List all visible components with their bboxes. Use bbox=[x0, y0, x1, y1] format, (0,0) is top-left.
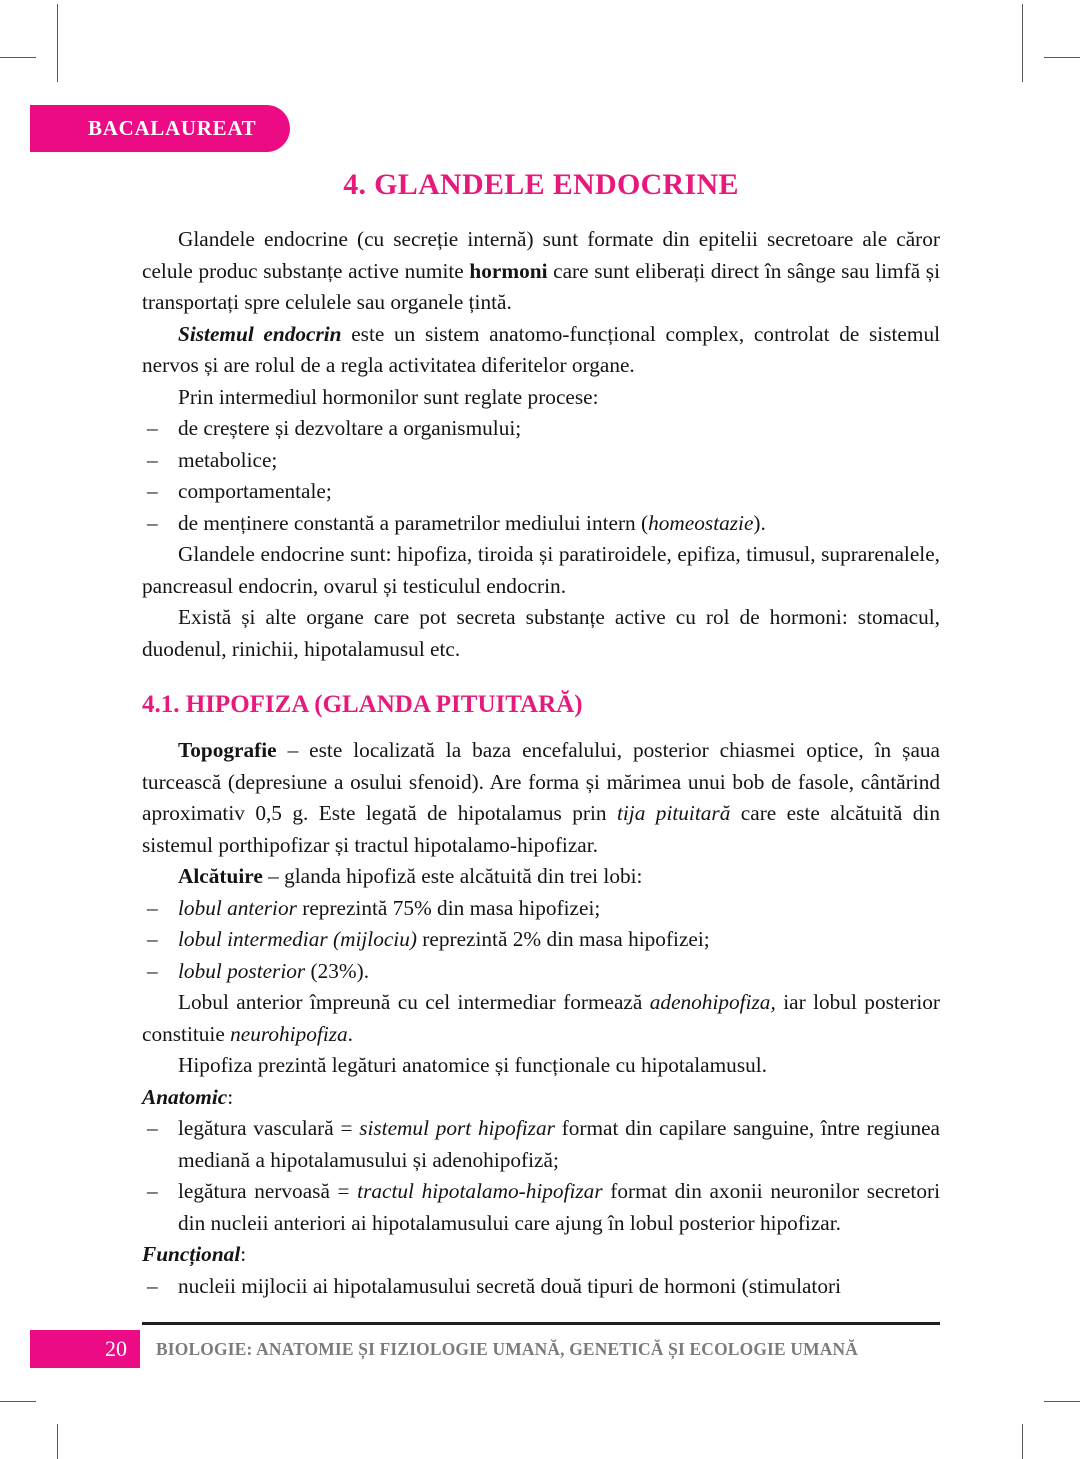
anatomic-list bbox=[142, 1113, 940, 1239]
dash-marker: – bbox=[147, 1273, 158, 1298]
dash-marker: – bbox=[147, 1179, 158, 1203]
process-item-italic-homeostazie: homeostazie bbox=[648, 510, 754, 535]
process-item-text: metabolice; bbox=[178, 447, 278, 472]
dash-marker: – bbox=[147, 479, 158, 503]
crop-mark-top-right-vertical bbox=[1022, 4, 1023, 82]
alcatuire-label: Alcătuire bbox=[178, 864, 263, 888]
functional-item-text: nucleii mijlocii ai hipotalamusului secretă două tipuri de hormoni (stimulatori bbox=[178, 1273, 842, 1298]
bacalaureat-badge bbox=[30, 105, 290, 152]
topografie-paragraph bbox=[142, 735, 940, 861]
list-item bbox=[142, 1176, 940, 1239]
adeno-text-c: . bbox=[347, 1021, 353, 1046]
other-organs-paragraph: Există și alte organe care pot secreta substanțe active cu rol de hormoni: stomacul, duodenul, rinichii, hipotalamusul etc. bbox=[142, 605, 940, 661]
list-item bbox=[142, 413, 940, 445]
lobes-list bbox=[142, 893, 940, 988]
glands-paragraph: Glandele endocrine sunt: hipofiza, tiroida și paratiroidele, epifiza, timusul, suprarenalele, pancreasul endocrin, ovarul și testiculul endocrin. bbox=[142, 542, 940, 598]
crop-mark-bottom-left-horizontal bbox=[0, 1401, 36, 1402]
intro-p2-bolditalic-sistemul-endocrin: Sistemul endocrin bbox=[178, 321, 342, 346]
crop-mark-top-left-horizontal bbox=[0, 57, 36, 58]
lobe-rest: reprezintă 2% din masa hipofizei; bbox=[416, 927, 710, 951]
crop-mark-bottom-right-vertical bbox=[1022, 1424, 1023, 1459]
process-item-text-a: de menținere constantă a parametrilor mediului intern ( bbox=[178, 510, 649, 535]
lobe-rest: (23%). bbox=[305, 958, 370, 983]
anatomic-text-a: legătura nervoasă = bbox=[178, 1179, 358, 1203]
list-item bbox=[142, 445, 940, 477]
anatomic-text-a: legătura vasculară = bbox=[178, 1116, 360, 1140]
topografie-text-b: care este alcătuită din sistemul porthipofizar și tractul hipotalamo-hipofizar. bbox=[142, 801, 940, 857]
topografie-label: Topografie bbox=[178, 738, 277, 762]
crop-mark-top-right-horizontal bbox=[1044, 57, 1080, 58]
functional-list bbox=[142, 1271, 940, 1303]
dash-marker: – bbox=[147, 927, 158, 951]
anatomic-text-b: format din axonii neuronilor secretori din nucleii anteriori ai hipotalamusului care ajung în lobul posterior hipofizar. bbox=[178, 1179, 941, 1235]
list-item bbox=[142, 956, 940, 988]
lobe-rest: reprezintă 75% din masa hipofizei; bbox=[296, 895, 601, 920]
dash-marker: – bbox=[147, 1116, 158, 1140]
adeno-text-b: iar lobul posterior constituie bbox=[142, 990, 940, 1046]
anatomic-label: Anatomic bbox=[142, 1084, 228, 1109]
functional-colon: : bbox=[240, 1242, 247, 1266]
anatomic-italic-sistemul-port-hipofizar: sistemul port hipofizar bbox=[359, 1116, 555, 1140]
crop-mark-bottom-left-vertical bbox=[57, 1424, 58, 1459]
alcatuire-paragraph bbox=[142, 861, 940, 893]
dash-marker: – bbox=[147, 895, 158, 920]
section-title-hipofiza: 4.1. HIPOFIZA (GLANDA PITUITARĂ) bbox=[142, 691, 583, 718]
anatomic-italic-tractul-hipotalamo-hipofizar: tractul hipotalamo-hipofizar bbox=[357, 1179, 603, 1203]
functional-label-line bbox=[142, 1239, 940, 1271]
list-item bbox=[142, 924, 940, 956]
list-item bbox=[142, 1113, 940, 1176]
adeno-italic-neurohipofiza: neurohipofiza bbox=[230, 1021, 348, 1046]
adeno-text-a: Lobul anterior împreună cu cel intermediar formează bbox=[178, 990, 650, 1014]
footer-book-title: BIOLOGIE: ANATOMIE ȘI FIZIOLOGIE UMANĂ, GENETICĂ ȘI ECOLOGIE UMANĂ bbox=[156, 1338, 859, 1359]
intro-p1-bold-hormoni: hormoni bbox=[469, 258, 548, 283]
anatomic-colon: : bbox=[227, 1084, 234, 1109]
lobe-italic-name: lobul anterior bbox=[178, 895, 297, 920]
adenohipofiza-paragraph bbox=[142, 987, 940, 1050]
intro-p1-text-a: Glandele endocrine (cu secreție internă) sunt formate din epitelii secretoare ale căror celule produc substanțe active numite bbox=[142, 227, 940, 283]
list-item bbox=[142, 476, 940, 508]
lobe-italic-name: lobul posterior bbox=[178, 958, 306, 983]
crop-mark-bottom-right-horizontal bbox=[1044, 1401, 1080, 1402]
page-number-box bbox=[30, 1330, 140, 1368]
functional-label: Funcțional bbox=[142, 1242, 241, 1266]
topografie-text-a: – este localizată la baza encefalului, posterior chiasmei optice, în șaua turcească (depresiune a osului sfenoid). Are forma și mărimea unui bob de fasole, cântărind aproximativ 0,5 g. Este legată de hipotalamus prin bbox=[142, 738, 940, 825]
intro-paragraph-1 bbox=[142, 224, 940, 319]
intro-paragraph-3: Prin intermediul hormonilor sunt reglate procese: bbox=[178, 384, 599, 409]
process-item-text: comportamentale; bbox=[178, 479, 332, 503]
chapter-title: 4. GLANDELE ENDOCRINE bbox=[343, 168, 739, 201]
topografie-italic-tija-pituitara: tija pituitară bbox=[616, 801, 731, 825]
intro-paragraph-2 bbox=[142, 319, 940, 382]
intro-p2-rest: este un sistem anatomo-funcțional complex, controlat de sistemul nervos și are rolul de a regla activitatea diferitelor organe. bbox=[142, 321, 941, 377]
page-content bbox=[142, 168, 940, 1302]
anatomic-text-b: format din capilare sanguine, între regiunea mediană a hipotalamusului și adenohipofiză; bbox=[178, 1116, 940, 1172]
anatomic-label-line bbox=[142, 1082, 940, 1114]
footer-rule bbox=[142, 1322, 940, 1325]
process-item-text-b: ). bbox=[753, 510, 766, 535]
bacalaureat-badge-label: BACALAUREAT bbox=[88, 116, 257, 140]
page-number: 20 bbox=[105, 1336, 127, 1361]
adeno-italic-adenohipofiza: adenohipofiza, bbox=[649, 990, 776, 1014]
lobe-italic-name: lobul intermediar (mijlociu) bbox=[178, 927, 417, 951]
list-item bbox=[142, 508, 940, 540]
process-item-text: de creștere și dezvoltare a organismului; bbox=[178, 416, 522, 440]
hipofiza-links-paragraph: Hipofiza prezintă legături anatomice și funcționale cu hipotalamusul. bbox=[178, 1053, 768, 1077]
dash-marker: – bbox=[147, 416, 158, 440]
crop-mark-top-left-vertical bbox=[57, 4, 58, 82]
processes-list bbox=[142, 413, 940, 539]
page-footer bbox=[30, 1330, 858, 1368]
alcatuire-text: – glanda hipofiză este alcătuită din trei lobi: bbox=[262, 864, 643, 888]
intro-p1-text-b: care sunt eliberați direct în sânge sau limfă și transportați spre celulele sau organele țintă. bbox=[142, 258, 940, 314]
dash-marker: – bbox=[147, 958, 158, 983]
dash-marker: – bbox=[147, 510, 158, 535]
list-item bbox=[142, 893, 940, 925]
list-item bbox=[142, 1271, 940, 1303]
dash-marker: – bbox=[147, 447, 158, 472]
